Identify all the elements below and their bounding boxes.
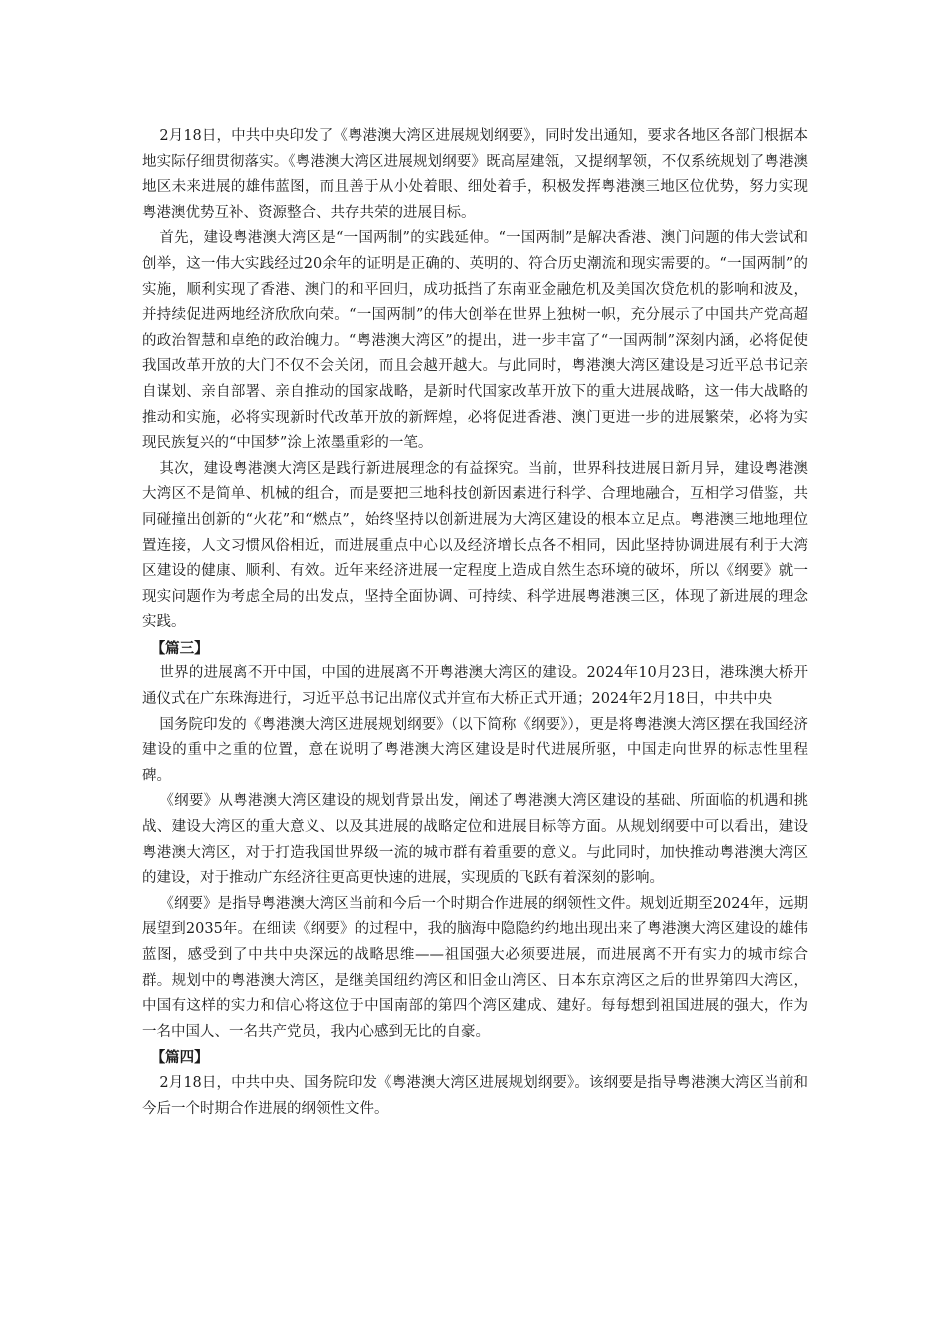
section3-paragraph-2: 国务院印发的《粤港澳大湾区进展规划纲要》（以下简称《纲要》），更是将粤港澳大湾区摆在我国经济建设的重中之重的位置，意在说明了粤港澳大湾区建设是时代进展所驱，中国走向世界的标志性里程碑。	[142, 716, 808, 784]
section-heading-4: 【篇四】	[150, 1049, 209, 1067]
paragraph-second-point: 其次，建设粤港澳大湾区是践行新进展理念的有益探究。当前，世界科技进展日新月异，建设粤港澳大湾区不是简单、机械的组合，而是要把三地科技创新因素进行科学、合理地融合，互相学习借鉴，共同碰撞出创新的“火花”和“燃点”，始终坚持以创新进展为大湾区建设的根本立足点。粤港澳三地地理位置连接，人文习惯风俗相近，而进展重点中心以及经济增长点各不相同，因此坚持协调进展有利于大湾区建设的健康、顺利、有效。近年来经济进展一定程度上造成自然生态环境的破坏，所以《纲要》就一现实问题作为考虑全局的出发点，坚持全面协调、可持续、科学进展粤港澳三区，体现了新进展的理念实践。	[142, 460, 808, 631]
document-body	[142, 124, 808, 1122]
section3-paragraph-4: 《纲要》是指导粤港澳大湾区当前和今后一个时期合作进展的纲领性文件。规划近期至2024年，远期展望到2035年。在细读《纲要》的过程中，我的脑海中隐隐约约地出现出来了粤港澳大湾区建设的雄伟蓝图，感受到了中共中央深远的战略思维——祖国强大必须要进展，而进展离不开有实力的城市综合群。规划中的粤港澳大湾区，是继美国纽约湾区和旧金山湾区、日本东京湾区之后的世界第四大湾区，中国有这样的实力和信心将这位于中国南部的第四个湾区建成、建好。每每想到祖国进展的强大，作为一名中国人、一名共产党员，我内心感到无比的自豪。	[142, 895, 808, 1040]
section3-paragraph-3: 《纲要》从粤港澳大湾区建设的规划背景出发，阐述了粤港澳大湾区建设的基础、所面临的机遇和挑战、建设大湾区的重大意义、以及其进展的战略定位和进展目标等方面。从规划纲要中可以看出，建设粤港澳大湾区，对于打造我国世界级一流的城市群有着重要的意义。与此同时，加快推动粤港澳大湾区的建设，对于推动广东经济往更高更快速的进展，实现质的飞跃有着深刻的影响。	[142, 793, 808, 887]
paragraph-first-point: 首先，建设粤港澳大湾区是“一国两制”的实践延伸。“一国两制”是解决香港、澳门问题的伟大尝试和创举，这一伟大实践经过20余年的证明是正确的、英明的、符合历史潮流和现实需要的。“一国两制”的实施，顺利实现了香港、澳门的和平回归，成功抵挡了东南亚金融危机及美国次贷危机的影响和波及，并持续促进两地经济欣欣向荣。“一国两制”的伟大创举在世界上独树一帜，充分展示了中国共产党高超的政治智慧和卓绝的政治魄力。“粤港澳大湾区”的提出，进一步丰富了“一国两制”深刻内涵，必将促使我国改革开放的大门不仅不会关闭，而且会越开越大。与此同时，粤港澳大湾区建设是习近平总书记亲自谋划、亲自部署、亲自推动的国家战略，是新时代国家改革开放下的重大进展战略，这一伟大战略的推动和实施，必将实现新时代改革开放的新辉煌，必将促进香港、澳门更进一步的进展繁荣，必将为实现民族复兴的“中国梦”涂上浓墨重彩的一笔。	[142, 230, 808, 452]
section-heading-3: 【篇三】	[150, 639, 209, 657]
section3-paragraph-1: 世界的进展离不开中国，中国的进展离不开粤港澳大湾区的建设。2024年10月23日，港珠澳大桥开通仪式在广东珠海进行，习近平总书记出席仪式并宣布大桥正式开通；2024年2月18日，中共中央	[142, 665, 808, 708]
paragraph-intro: 2月18日，中共中央印发了《粤港澳大湾区进展规划纲要》，同时发出通知，要求各地区各部门根据本地实际仔细贯彻落实。《粤港澳大湾区进展规划纲要》既高屋建瓴，又提纲挈领，不仅系统规划了粤港澳地区未来进展的雄伟蓝图，而且善于从小处着眼、细处着手，积极发挥粤港澳三地区位优势，努力实现粤港澳优势互补、资源整合、共存共荣的进展目标。	[142, 128, 808, 221]
section4-paragraph-1: 2月18日，中共中央、国务院印发《粤港澳大湾区进展规划纲要》。该纲要是指导粤港澳大湾区当前和今后一个时期合作进展的纲领性文件。	[142, 1074, 808, 1117]
